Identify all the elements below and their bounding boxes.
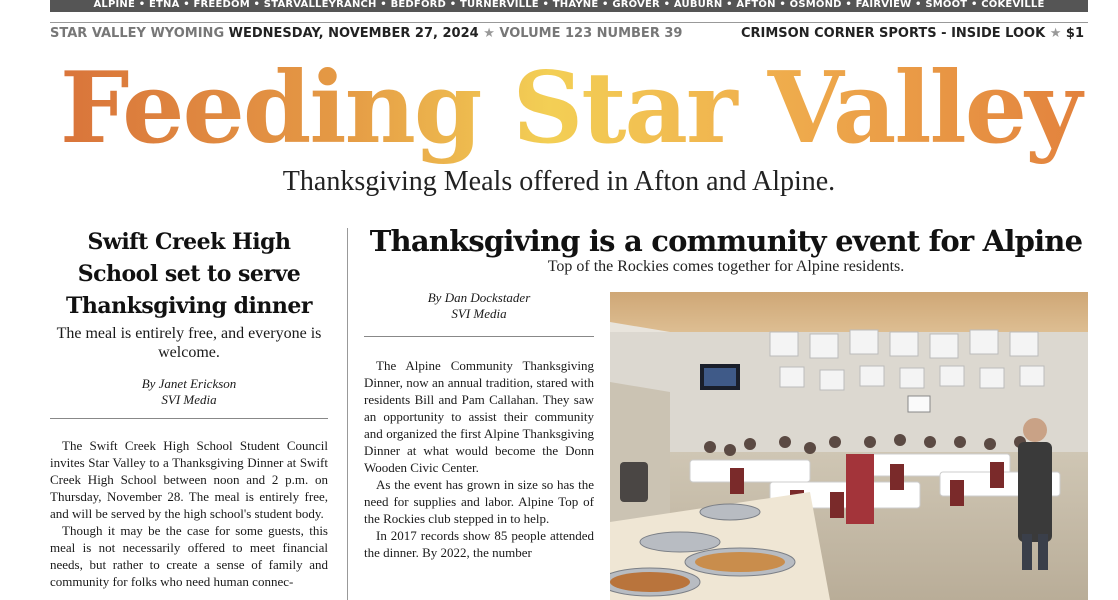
left-story-deck: The meal is entirely free, and everyone is welcome.	[56, 325, 322, 361]
masthead-title: Feeding Star Valley	[50, 44, 1090, 174]
left-story-paragraph: The Swift Creek High School Student Council invites Star Valley to a Thanksgiving Dinner at Swift Creek High School between noon and 2 p.m. on Thursday, November 28. The meal is entirely free, and will be served by the high school's student body.	[50, 438, 328, 521]
dateline	[50, 22, 1088, 45]
left-story-paragraph: Though it may be the case for some guests, this meal is not necessarily offered to meet financial needs, but rather to create a sense of family and community for folks who need human connec-	[50, 523, 328, 589]
main-story-text	[364, 290, 594, 561]
dateline-right	[741, 26, 1084, 41]
left-story-byline-org: SVI Media	[161, 392, 217, 407]
dateline-weekday: WEDNESDAY,	[228, 26, 324, 41]
main-story-paragraph: As the event has grown in size so has the need for supplies and labor. Alpine Top of the Rockies club stepped in to help.	[364, 477, 594, 526]
main-story-deck: Top of the Rockies comes together for Alpine residents.	[547, 258, 905, 275]
event-photo-illustration	[610, 292, 1088, 600]
left-story-rule	[50, 418, 328, 419]
left-story-body	[50, 437, 328, 590]
price: $1	[1065, 26, 1084, 41]
dateline-left	[50, 26, 682, 41]
main-story-rule	[364, 336, 594, 337]
dateline-volume: VOLUME 123 NUMBER 39	[499, 26, 683, 41]
main-story-byline-author: By Dan Dockstader	[427, 290, 531, 305]
main-story-paragraph: In 2017 records show 85 people attended the dinner. By 2022, the number	[364, 528, 594, 560]
main-story-paragraph: The Alpine Community Thanksgiving Dinner, now an annual tradition, stared with residents Bill and Pam Callahan. They saw an opportunity to assist their community and organized the first Alpine Thanksgiving Dinner at what would become the Donn Wooden Civic Center.	[364, 358, 594, 475]
masthead-subhead: Thanksgiving Meals offered in Afton and Alpine.	[282, 166, 836, 197]
main-story-body	[364, 357, 594, 561]
column-divider	[347, 228, 348, 600]
sports-teaser[interactable]: CRIMSON CORNER SPORTS - INSIDE LOOK	[740, 26, 1046, 41]
main-story-headline[interactable]: Thanksgiving is a community event for Alpine	[369, 224, 1083, 258]
left-story-headline[interactable]: Swift Creek High School set to serve Thanksgiving dinner	[66, 229, 312, 319]
event-photo[interactable]	[610, 292, 1088, 600]
star-icon: ★	[483, 26, 495, 41]
towns-bar: ALPINE • ETNA • FREEDOM • STARVALLEYRANCH • BEDFORD • TURNERVILLE • THAYNE • GROVER • AUBURN • AFTON • OSMOND • FAIRVIEW • SMOOT • COKEVILLE	[50, 0, 1088, 12]
dateline-place: STAR VALLEY WYOMING	[50, 26, 225, 41]
left-story-byline-author: By Janet Erickson	[141, 376, 237, 391]
dateline-date: NOVEMBER 27, 2024	[328, 26, 479, 41]
left-story	[50, 226, 328, 590]
main-story-byline-org: SVI Media	[451, 306, 507, 321]
star-icon: ★	[1049, 26, 1062, 41]
